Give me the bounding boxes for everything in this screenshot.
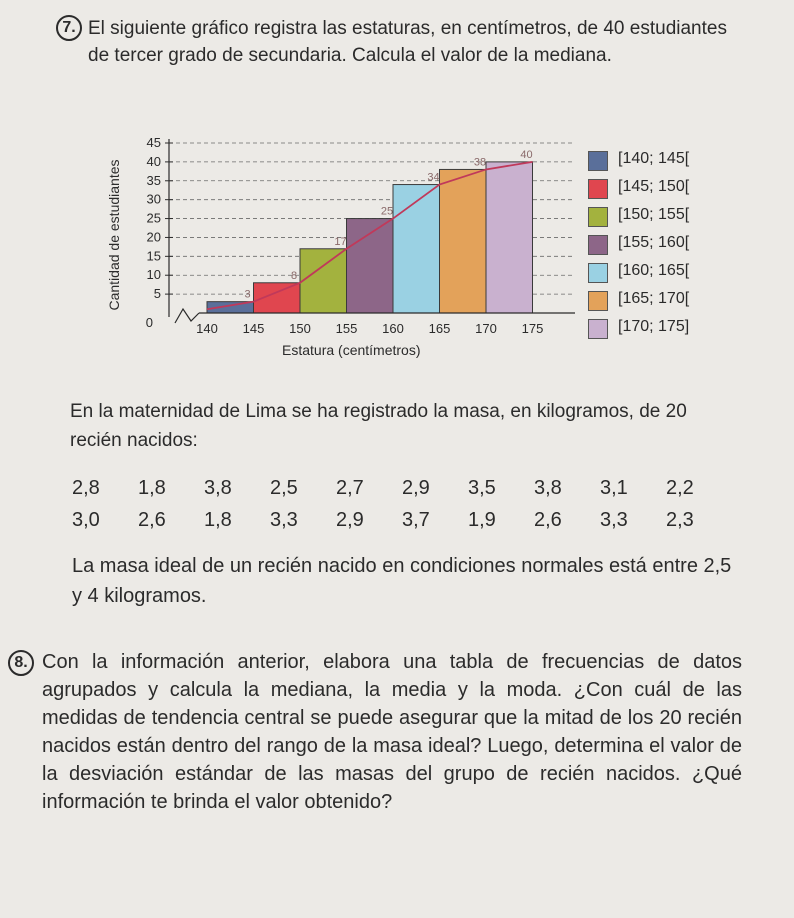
histogram-bar	[300, 249, 347, 313]
histogram-chart	[105, 125, 575, 355]
mass-value: 3,8	[534, 477, 562, 499]
x-tick-label: 140	[196, 321, 218, 336]
legend-label: [155; 160[	[618, 234, 690, 251]
mass-value: 3,5	[468, 477, 496, 499]
x-tick-label: 175	[521, 321, 544, 336]
y-tick-label: 5	[153, 286, 161, 302]
question-7-text: El siguiente gráfico registra las estaturas, en centímetros, de 40 estudiantes de tercer grado de secundaria. Calcula el valor de la mediana.	[88, 18, 727, 66]
legend-label: [150; 155[	[618, 206, 690, 223]
legend-swatch	[588, 291, 608, 311]
mass-value: 2,9	[336, 509, 364, 531]
mass-value: 1,8	[138, 477, 166, 499]
histogram-bar	[440, 169, 487, 313]
point-label: 8	[290, 269, 298, 282]
question-8-number: 8.	[8, 650, 34, 676]
x-tick-label: 170	[475, 321, 497, 336]
mass-value: 2,6	[138, 509, 166, 531]
y-tick-label: 35	[146, 172, 161, 188]
x-tick-label: 160	[382, 321, 404, 336]
x-tick-label: 145	[242, 321, 265, 336]
y-tick-label: 20	[146, 229, 161, 245]
legend-label: [145; 150[	[618, 178, 690, 195]
point-label: 38	[473, 156, 487, 169]
y-axis-title: Cantidad de estudiantes	[106, 159, 122, 311]
mass-value: 3,7	[402, 509, 430, 531]
mass-value: 1,8	[204, 509, 232, 531]
mass-value: 2,6	[534, 509, 562, 531]
mass-value: 2,7	[336, 477, 364, 499]
y-tick-label: 30	[146, 191, 161, 207]
point-label: 3	[244, 288, 251, 301]
legend-swatch	[588, 263, 608, 283]
mass-value: 1,9	[468, 509, 496, 531]
mass-value: 3,3	[600, 509, 628, 531]
y-tick-label: 10	[146, 267, 161, 283]
legend-label: [165; 170[	[618, 290, 690, 307]
legend-label: [170; 175]	[618, 318, 690, 335]
mass-value: 2,3	[666, 509, 694, 531]
mass-value: 2,5	[270, 477, 298, 499]
question-7-number: 7.	[56, 15, 82, 41]
legend-swatch	[588, 179, 608, 199]
y-tick-label: 40	[146, 153, 161, 169]
x-tick-label: 155	[335, 321, 358, 336]
point-label: 40	[520, 148, 533, 161]
legend-swatch	[588, 319, 608, 339]
x-tick-label: 165	[428, 321, 451, 336]
mass-value: 2,9	[402, 477, 430, 499]
legend-swatch	[588, 235, 608, 255]
mass-value: 2,2	[666, 477, 694, 499]
mass-value: 3,0	[72, 509, 100, 531]
x-tick-label: 150	[289, 321, 311, 336]
mass-value: 3,8	[204, 477, 232, 499]
paragraph-ideal-mass: La masa ideal de un recién nacido en condiciones normales está entre 2,5 y 4 kilogramos.	[72, 555, 732, 607]
y-tick-label: 45	[146, 135, 161, 150]
paragraph-maternity: En la maternidad de Lima se ha registrado la masa, en kilogramos, de 20 recién nacidos:	[70, 401, 687, 451]
mass-data-table	[72, 474, 732, 534]
point-label: 17	[334, 235, 347, 248]
question-8-text: Con la información anterior, elabora una tabla de frecuencias de datos agrupados y calcula la mediana, la media y la moda. ¿Con cuál de las medidas de tendencia central se puede asegurar que la mitad de los 20 recién nacidos están dentro del rango de la masa ideal? Luego, determina el valor de la desviación estándar de las masas del grupo de recién nacidos. ¿Qué información te brinda el valor obtenido?	[42, 651, 742, 813]
legend-label: [160; 165[	[618, 262, 690, 279]
histogram-bar	[486, 162, 533, 313]
point-label: 34	[427, 171, 440, 184]
mass-value: 2,8	[72, 477, 100, 499]
legend-label: [140; 145[	[618, 150, 690, 167]
histogram-bar	[393, 185, 440, 313]
point-label: 25	[380, 205, 394, 218]
legend-swatch	[588, 151, 608, 171]
y-tick-label: 15	[146, 248, 161, 264]
y-tick-label: 25	[146, 210, 161, 226]
mass-value: 3,1	[600, 477, 628, 499]
mass-value: 3,3	[270, 509, 298, 531]
y-tick-label: 0	[145, 315, 153, 330]
x-axis-title: Estatura (centímetros)	[282, 342, 421, 358]
legend-swatch	[588, 207, 608, 227]
